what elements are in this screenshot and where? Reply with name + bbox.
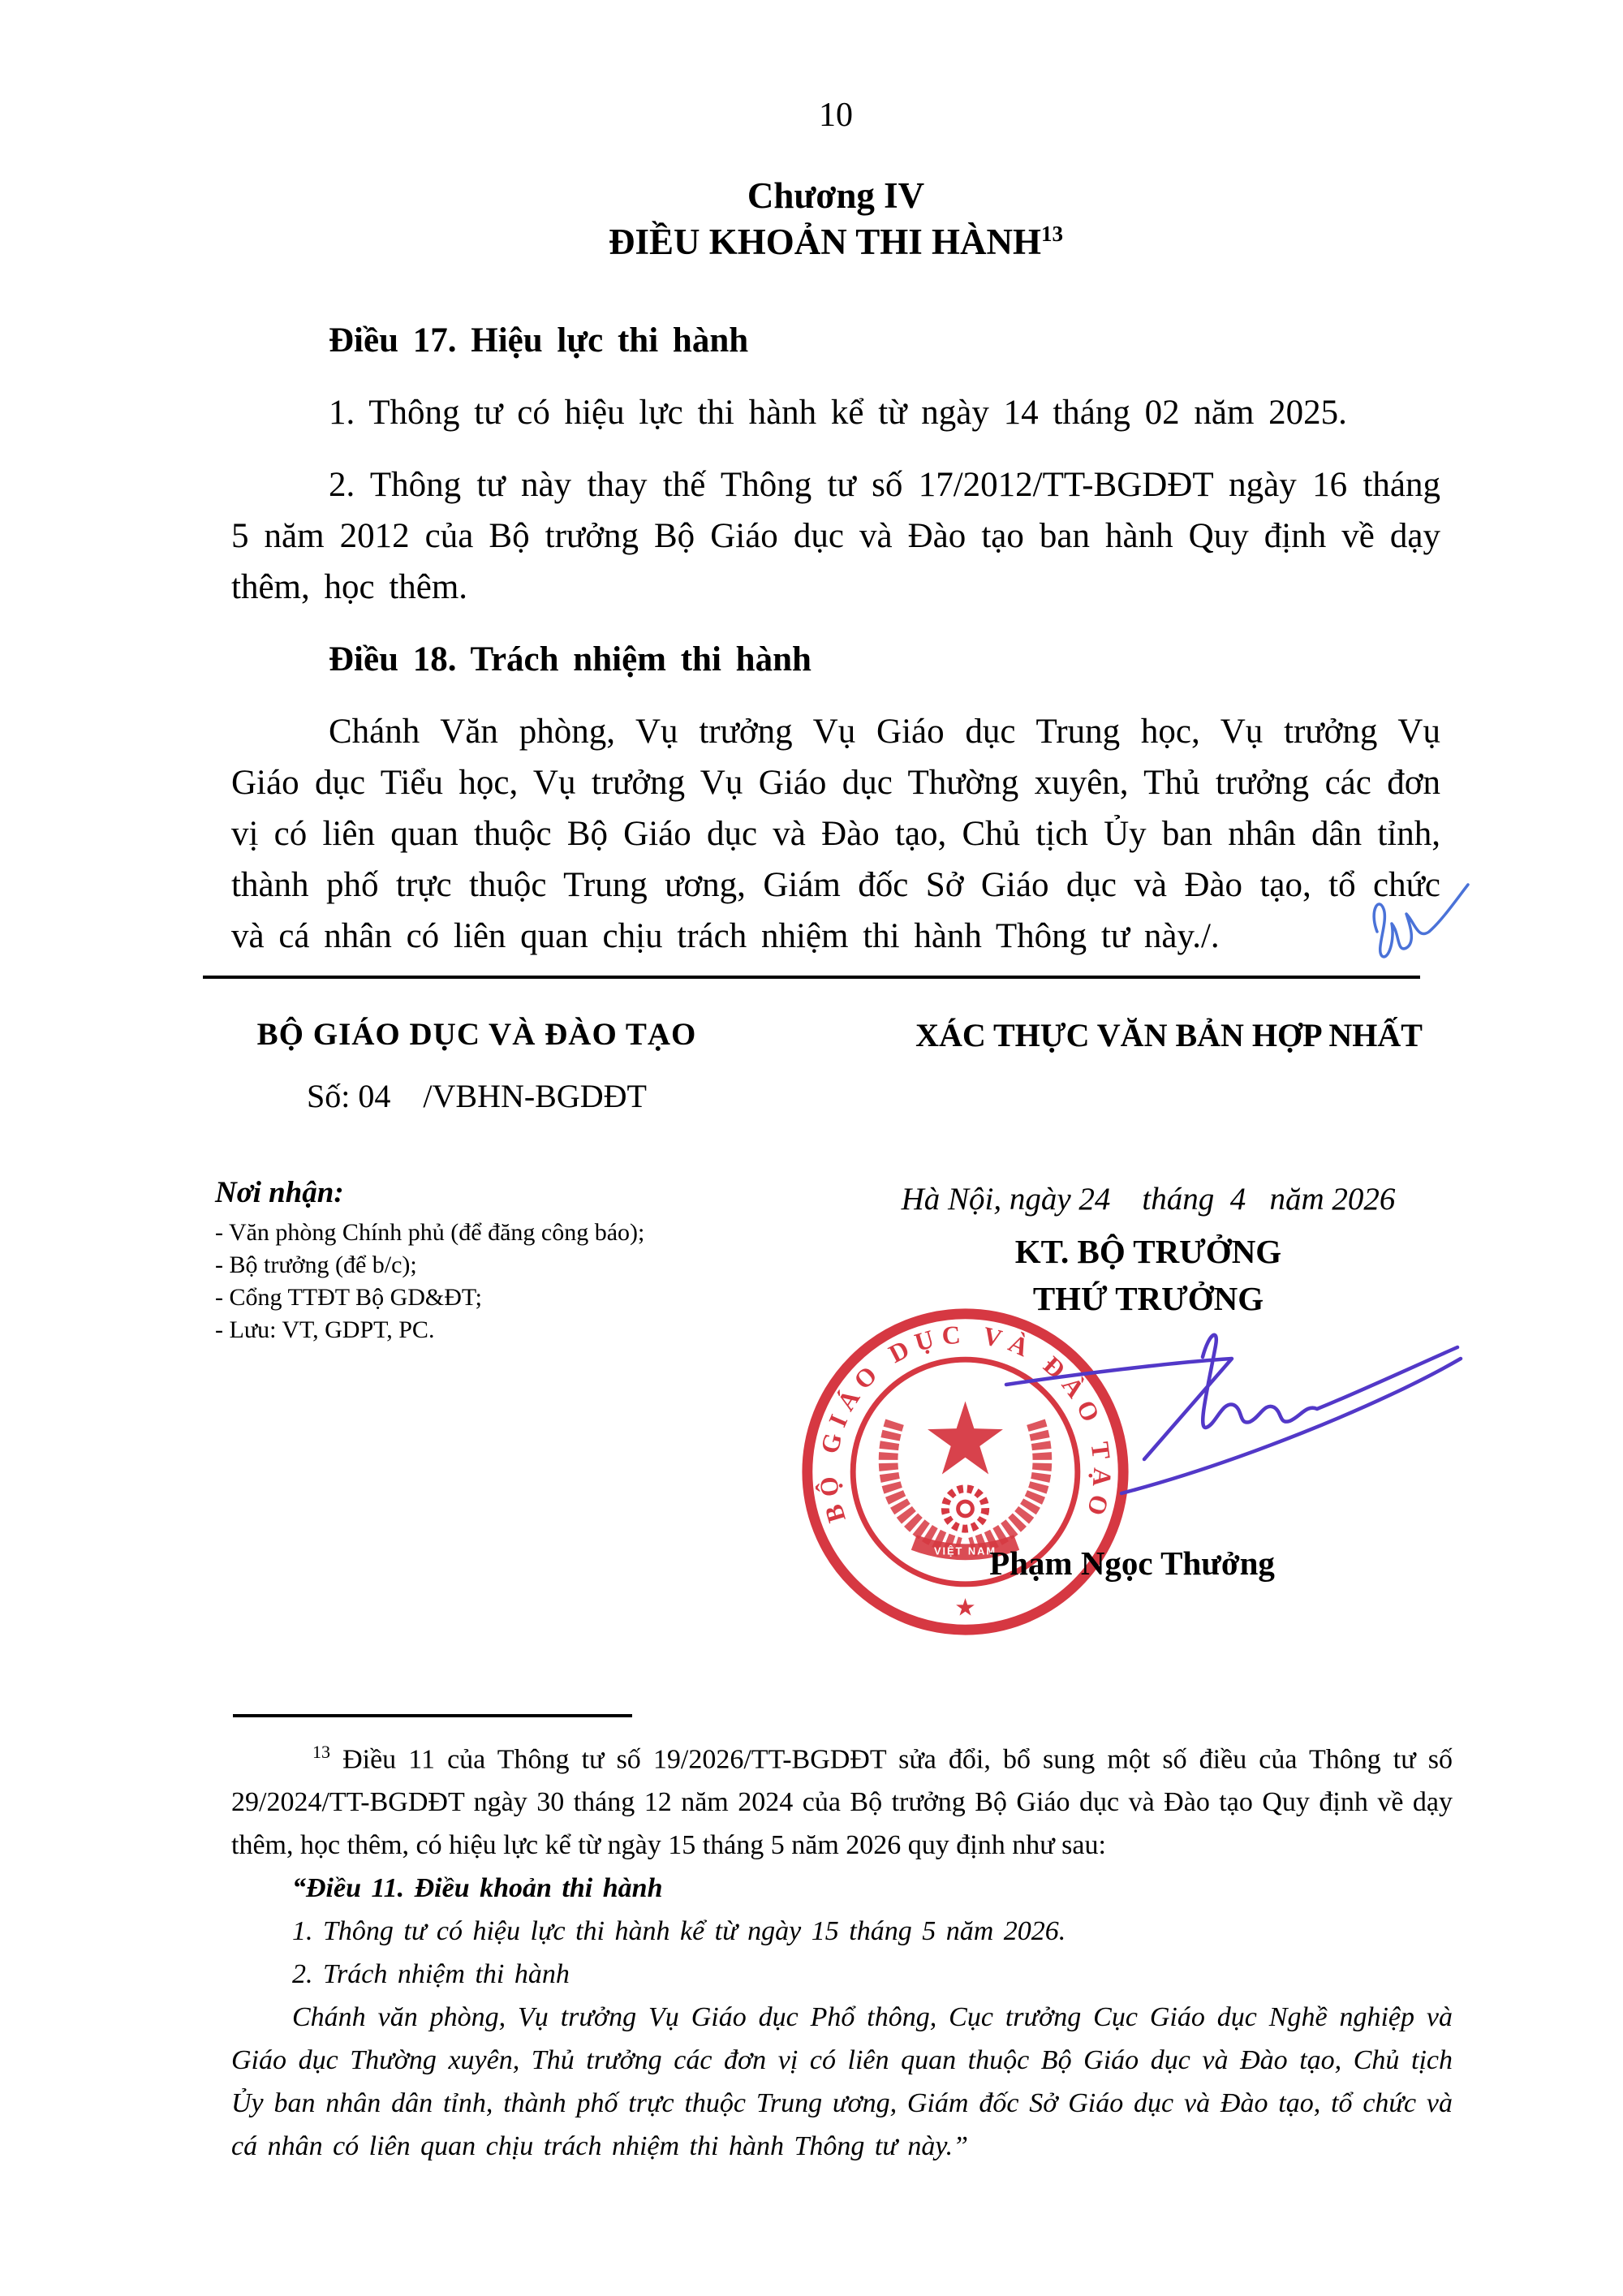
footnote-marker: 13 <box>312 1742 330 1762</box>
recipient-item: - Văn phòng Chính phủ (để đăng công báo); <box>215 1219 645 1246</box>
chapter-heading <box>231 221 1440 263</box>
recipients-block <box>215 1175 783 1346</box>
footnote-block <box>231 1730 1453 2168</box>
recipients-list <box>215 1217 783 1346</box>
document-number: Số: 04 /VBHN-BGDĐT <box>307 1078 647 1114</box>
article-17-heading: Điều 17. Hiệu lực thi hành <box>329 321 749 360</box>
footnote-quote-line-1: 1. Thông tư có hiệu lực thi hành kể từ ngày 15 tháng 5 năm 2026. <box>292 1916 1066 1947</box>
article-18-paragraph-1: Chánh Văn phòng, Vụ trưởng Vụ Giáo dục Trung học, Vụ trưởng Vụ Giáo dục Tiểu học, Vụ trưởng Vụ Giáo dục Thường xuyên, Thủ trưởng các đơn vị có liên quan thuộc Bộ Giáo dục và Đào tạo, Chủ tịch Ủy ban nhân dân tỉnh, thành phố trực thuộc Trung ương, Giám đốc Sở Giáo dục và Đào tạo, tổ chức và cá nhân có liên quan chịu trách nhiệm thi hành Thông tư này./. <box>231 713 1440 955</box>
signing-block <box>848 1181 1449 1318</box>
footnote-body-text: Điều 11 của Thông tư số 19/2026/TT-BGDĐT sửa đổi, bổ sung một số điều của Thông tư số 29/2024/TT-BGDĐT ngày 30 tháng 12 năm 2024 của Bộ trưởng Bộ Giáo dục và Đào tạo Quy định về dạy thêm, học thêm, có hiệu lực kể từ ngày 15 tháng 5 năm 2026 quy định như sau: <box>231 1744 1453 1861</box>
signer-signature <box>998 1321 1469 1508</box>
footnote-divider <box>233 1714 632 1717</box>
emblem-cog-hub <box>958 1501 973 1516</box>
issuer-agency: BỘ GIÁO DỤC VÀ ĐÀO TẠO <box>256 1017 697 1052</box>
article-17-paragraph-2: 2. Thông tư này thay thế Thông tư số 17/2012/TT-BGDĐT ngày 16 tháng 5 năm 2012 của Bộ trưởng Bộ Giáo dục và Đào tạo ban hành Quy định về dạy thêm, học thêm. <box>231 466 1440 606</box>
recipient-item: - Bộ trưởng (để b/c); <box>215 1251 417 1278</box>
certification-title: XÁC THỰC VĂN BẢN HỢP NHẤT <box>915 1017 1423 1053</box>
issuer-block <box>215 1016 738 1115</box>
signer-title-1: KT. BỘ TRƯỞNG <box>1014 1233 1282 1270</box>
document-body <box>231 315 1440 962</box>
date-line: Hà Nội, ngày 24 tháng 4 năm 2026 <box>901 1182 1396 1217</box>
emblem-cogwheel <box>945 1488 985 1528</box>
seal-bottom-star-icon: ★ <box>954 1595 976 1622</box>
certification-block <box>867 1016 1471 1054</box>
recipient-item: - Cổng TTĐT Bộ GD&ĐT; <box>215 1284 482 1311</box>
chapter-title: Chương IV <box>747 175 925 216</box>
chapter-footnote-ref: 13 <box>1041 222 1063 246</box>
article-17-paragraph-1: 1. Thông tư có hiệu lực thi hành kể từ ngày 14 tháng 02 năm 2025. <box>329 394 1347 432</box>
footnote-text <box>231 1730 1453 1867</box>
signer-title-2: THỨ TRƯỞNG <box>1032 1280 1264 1317</box>
article-18-heading: Điều 18. Trách nhiệm thi hành <box>329 640 812 678</box>
chapter-heading-text: ĐIỀU KHOẢN THI HÀNH <box>609 222 1041 262</box>
seal-ring-text: BỘ GIÁO DỤC VÀ ĐÀO TẠO <box>813 1320 1117 1526</box>
footnote-quote-paragraph: Chánh văn phòng, Vụ trưởng Vụ Giáo dục Phổ thông, Cục trưởng Cục Giáo dục Nghề nghiệp và Giáo dục Thường xuyên, Thủ trưởng các đơn vị có liên quan thuộc Bộ Giáo dục và Đào tạo, Chủ tịch Ủy ban nhân dân tỉnh, thành phố trực thuộc Trung ương, Giám đốc Sở Giáo dục và Đào tạo, tổ chức và cá nhân có liên quan chịu trách nhiệm thi hành Thông tư này.” <box>231 2002 1453 2162</box>
footnote-quote-heading: “Điều 11. Điều khoản thi hành <box>292 1873 663 1904</box>
recipients-label: Nơi nhận: <box>215 1176 344 1209</box>
page-number: 10 <box>819 97 853 134</box>
emblem-star-icon <box>928 1402 1003 1475</box>
signer-name: Phạm Ngọc Thưởng <box>989 1544 1275 1582</box>
recipient-item: - Lưu: VT, GDPT, PC. <box>215 1316 435 1343</box>
emblem-banner-text: VIỆT NAM <box>933 1544 997 1557</box>
section-divider <box>203 976 1420 979</box>
footnote-quote-line-2: 2. Trách nhiệm thi hành <box>292 1959 570 1990</box>
reviewer-initial-paraph <box>1359 875 1473 968</box>
